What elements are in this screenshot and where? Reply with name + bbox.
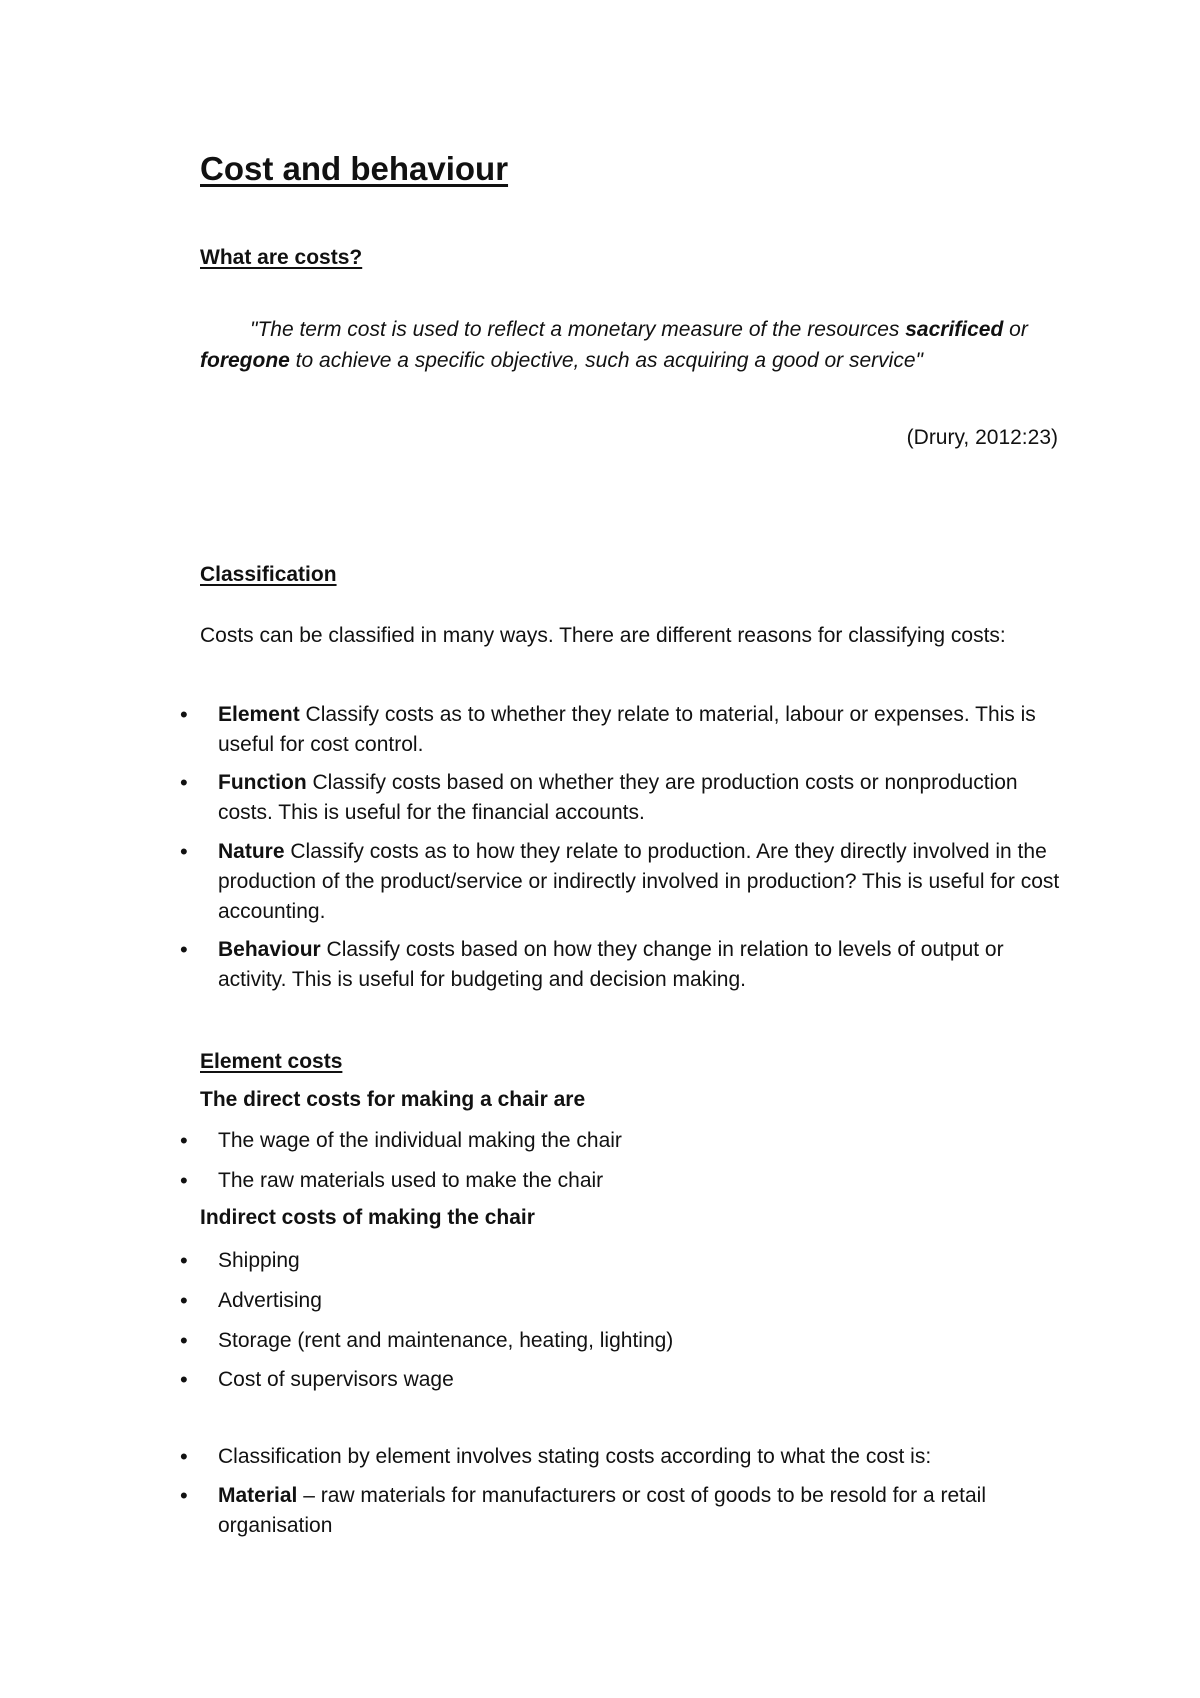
- bullet-icon: •: [180, 770, 188, 795]
- list-item: [180, 1442, 1060, 1472]
- list-item: [180, 1481, 1060, 1541]
- item-term: Nature: [218, 840, 285, 863]
- list-item: [180, 1286, 1060, 1316]
- item-text: The raw materials used to make the chair: [218, 1169, 604, 1192]
- item-text: Advertising: [218, 1289, 322, 1312]
- item-term: Behaviour: [218, 938, 321, 961]
- list-item: [180, 1365, 1060, 1395]
- indirect-costs-heading: Indirect costs of making the chair: [200, 1206, 535, 1229]
- bullet-icon: •: [180, 1168, 188, 1193]
- bullet-icon: •: [180, 937, 188, 962]
- bullet-icon: •: [180, 1483, 188, 1508]
- item-text: Storage (rent and maintenance, heating, lighting): [218, 1329, 674, 1352]
- direct-costs-heading: The direct costs for making a chair are: [200, 1088, 586, 1111]
- quote-term-sacrificed: sacrificed: [905, 318, 1004, 341]
- list-item: [180, 837, 1060, 927]
- citation: (Drury, 2012:23): [906, 426, 1058, 449]
- bullet-icon: •: [180, 1128, 188, 1153]
- list-item: [180, 1246, 1060, 1276]
- heading-classification: Classification: [200, 563, 337, 586]
- quote-part-3: to achieve a specific objective, such as acquiring a good or service": [289, 349, 923, 372]
- heading-what-are-costs: What are costs?: [200, 246, 363, 269]
- item-text: Classify costs as to whether they relate to material, labour or expenses. This is useful for cost control.: [218, 703, 1036, 756]
- item-text: Classify costs based on how they change in relation to levels of output or activity. This is useful for budgeting and decision making.: [218, 938, 1004, 991]
- item-text: – raw materials for manufacturers or cost of goods to be resold for a retail organisation: [218, 1484, 987, 1537]
- list-item: [180, 1326, 1060, 1356]
- list-item: [180, 1166, 1060, 1196]
- classification-intro: Costs can be classified in many ways. There are different reasons for classifying costs:: [200, 624, 1006, 647]
- bullet-icon: •: [180, 1248, 188, 1273]
- item-term: Function: [218, 771, 307, 794]
- list-item: [180, 700, 1060, 760]
- item-term: Material: [218, 1484, 298, 1507]
- item-text: Shipping: [218, 1249, 300, 1272]
- quote-part-2: or: [1003, 318, 1028, 341]
- quote-term-foregone: foregone: [200, 349, 290, 372]
- definition-quote: [200, 314, 1040, 376]
- item-text: Classification by element involves stating costs according to what the cost is:: [218, 1445, 932, 1468]
- item-text: Cost of supervisors wage: [218, 1368, 454, 1391]
- bullet-icon: •: [180, 1444, 188, 1469]
- bullet-icon: •: [180, 1328, 188, 1353]
- item-text: Classify costs based on whether they are production costs or nonproduction costs. This is useful for the financial accounts.: [218, 771, 1018, 824]
- list-item: [180, 935, 1060, 995]
- list-item: [180, 1126, 1060, 1156]
- list-item: [180, 768, 1060, 828]
- bullet-icon: •: [180, 702, 188, 727]
- bullet-icon: •: [180, 1367, 188, 1392]
- bullet-icon: •: [180, 839, 188, 864]
- bullet-icon: •: [180, 1288, 188, 1313]
- item-term: Element: [218, 703, 300, 726]
- page-title: Cost and behaviour: [200, 150, 509, 187]
- item-text: Classify costs as to how they relate to production. Are they directly involved in the production of the product/service or indirectly involved in production? This is useful for cost accounting.: [218, 840, 1060, 923]
- quote-part-1: "The term cost is used to reflect a monetary measure of the resources: [250, 318, 906, 341]
- heading-element-costs: Element costs: [200, 1050, 343, 1073]
- item-text: The wage of the individual making the chair: [218, 1129, 622, 1152]
